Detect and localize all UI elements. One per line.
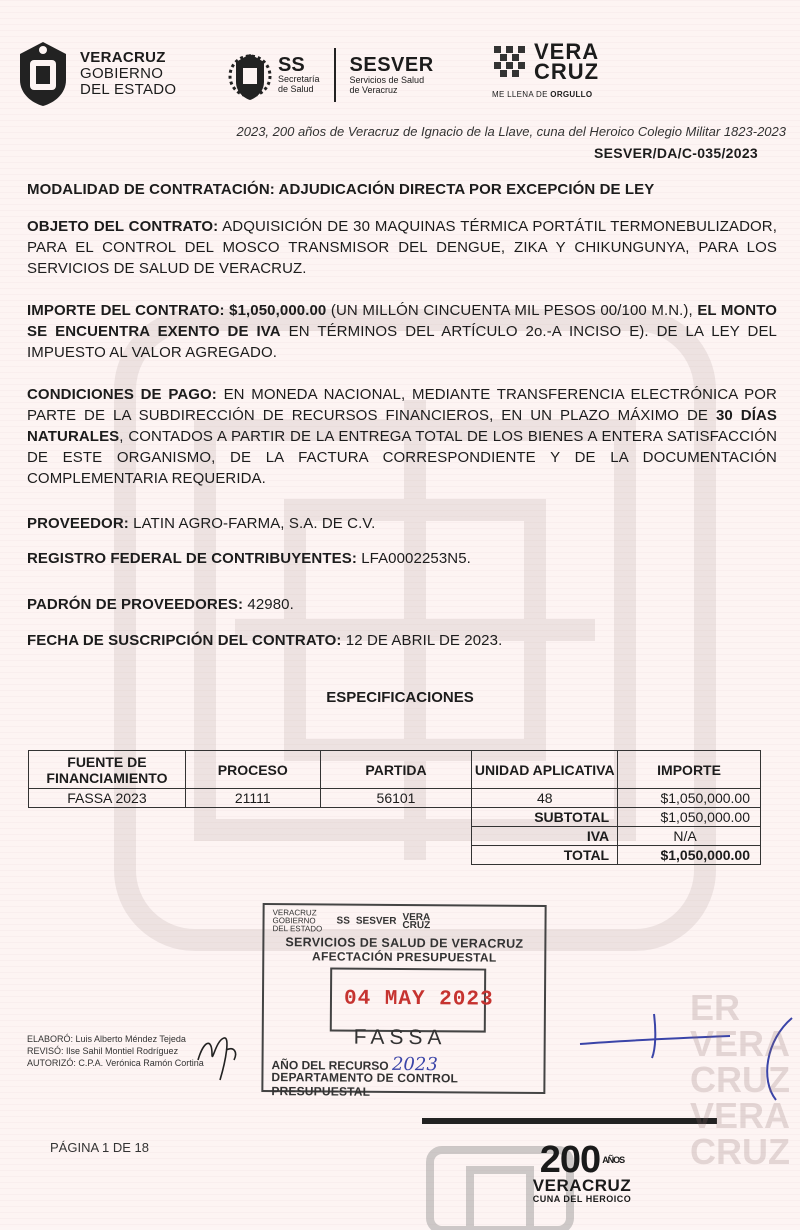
ss-sub2: de Salud bbox=[278, 84, 314, 94]
fecha-label: FECHA DE SUSCRIPCIÓN DEL CONTRATO: bbox=[27, 632, 342, 649]
importe-exento: EL MONTO SE ENCUENTRA EXENTO DE IVA bbox=[27, 302, 777, 340]
ss-sub1: Secretaría bbox=[278, 74, 320, 84]
stamp-logo-veracruz: VERA CRUZ bbox=[402, 911, 431, 932]
condiciones-label: CONDICIONES DE PAGO: bbox=[27, 386, 217, 403]
gobierno-logo bbox=[14, 40, 176, 108]
iva-row bbox=[29, 827, 761, 846]
cell-importe: $1,050,000.00 bbox=[618, 789, 761, 808]
header-proceso: PROCESO bbox=[185, 751, 320, 789]
side-watermark: ER VERA CRUZ VERA CRUZ bbox=[690, 990, 791, 1172]
condiciones-text1: EN MONEDA NACIONAL, MEDIANTE TRANSFERENCIA ELECTRÓNICA POR PARTE DE LA SUBDIRECCIÓN DE RECURSOS FINANCIEROS, EN UN PLAZO MÁXIMO DE bbox=[27, 386, 777, 424]
subtotal-value: $1,050,000.00 bbox=[618, 808, 761, 827]
table-row bbox=[29, 789, 761, 808]
veracruz-word-1: VERA bbox=[534, 39, 600, 64]
table-header-row bbox=[29, 751, 761, 789]
cell-unidad: 48 bbox=[472, 789, 618, 808]
padron-value: 42980. bbox=[243, 596, 294, 613]
modalidad-text: MODALIDAD DE CONTRATACIÓN: ADJUDICACIÓN DIRECTA POR EXCEPCIÓN DE LEY bbox=[27, 181, 655, 198]
cell-fuente: FASSA 2023 bbox=[29, 789, 186, 808]
iva-value: N/A bbox=[618, 827, 761, 846]
specifications-table bbox=[28, 750, 761, 865]
tagline-normal: ME LLENA DE bbox=[492, 90, 551, 99]
subtotal-label: SUBTOTAL bbox=[472, 808, 618, 827]
elaboro-line: ELABORÓ: Luis Alberto Méndez Tejeda bbox=[27, 1034, 186, 1044]
header-importe: IMPORTE bbox=[618, 751, 761, 789]
rfc-label: REGISTRO FEDERAL DE CONTRIBUYENTES: bbox=[27, 550, 357, 567]
footer-bar bbox=[422, 1118, 717, 1124]
iva-label: IVA bbox=[472, 827, 618, 846]
specifications-title: ESPECIFICACIONES bbox=[326, 689, 474, 706]
rfc-value: LFA0002253N5. bbox=[356, 550, 471, 567]
proveedor-value: LATIN AGRO-FARMA, S.A. DE C.V. bbox=[128, 515, 376, 532]
cell-proceso: 21111 bbox=[185, 789, 320, 808]
ss-sesver-logo bbox=[228, 46, 434, 104]
gobierno-line1: VERACRUZ bbox=[80, 49, 166, 66]
stamp-logos bbox=[264, 905, 544, 935]
stamp-depto: DEPARTAMENTO DE CONTROL PRESUPUESTAL bbox=[271, 1070, 458, 1099]
subtotal-row bbox=[29, 808, 761, 827]
logo-tagline: CUNA DEL HEROICO bbox=[532, 1194, 632, 1204]
total-value: $1,050,000.00 bbox=[618, 846, 761, 865]
stamp-line1: SERVICIOS DE SALUD DE VERACRUZ bbox=[285, 935, 524, 951]
logo-number: 200 bbox=[539, 1139, 601, 1181]
logo-veracruz: VERACRUZ bbox=[532, 1176, 632, 1195]
veracruz-word-2: CRUZ bbox=[534, 59, 600, 84]
stamp-logo-gobierno: VERACRUZ GOBIERNO DEL ESTADO bbox=[272, 908, 323, 934]
header-partida: PARTIDA bbox=[320, 751, 472, 789]
veracruz-crest-icon bbox=[14, 40, 72, 108]
objeto-text: ADQUISICIÓN DE 30 MAQUINAS TÉRMICA PORTÁTIL TERMONEBULIZADOR, PARA EL CONTROL DEL MOSCO TRANSMISOR DEL DENGUE, ZIKA Y CHIKUNGUNYA, PARA LOS SERVICIOS DE SALUD DE VERACRUZ. bbox=[27, 218, 777, 277]
padron-label: PADRÓN DE PROVEEDORES: bbox=[27, 596, 244, 613]
ss-crest-icon bbox=[228, 46, 272, 104]
total-row bbox=[29, 846, 761, 865]
tagline-bold: ORGULLO bbox=[550, 90, 593, 99]
proveedor-label: PROVEEDOR: bbox=[27, 515, 129, 532]
veracruz-pattern-icon bbox=[492, 44, 528, 80]
signature-block bbox=[27, 1033, 204, 1069]
importe-text1: (UN MILLÓN CINCUENTA MIL PESOS 00/100 M.N.), bbox=[326, 302, 698, 319]
cell-partida: 56101 bbox=[320, 789, 472, 808]
anniversary-motto: 2023, 200 años de Veracruz de Ignacio de la Llave, cuna del Heroico Colegio Militar 1823-2023 bbox=[236, 124, 786, 139]
reviso-line: REVISÓ: Ilse Sahil Montiel Rodríguez bbox=[27, 1046, 179, 1056]
sesver-sub1: Servicios de Salud bbox=[349, 75, 425, 85]
objeto-paragraph bbox=[27, 216, 777, 279]
budget-stamp bbox=[261, 903, 546, 1099]
stamp-line2: AFECTACIÓN PRESUPUESTAL bbox=[312, 949, 497, 965]
importe-label: IMPORTE DEL CONTRATO: $1,050,000.00 bbox=[27, 302, 327, 319]
header-fuente: FUENTE DE FINANCIAMIENTO bbox=[29, 751, 186, 789]
sesver-title: SESVER bbox=[349, 54, 434, 76]
gobierno-line2: GOBIERNO bbox=[80, 65, 164, 82]
condiciones-plazo: 30 DÍAS NATURALES bbox=[27, 407, 777, 445]
gobierno-line3: DEL ESTADO bbox=[80, 81, 177, 98]
condiciones-text2: , CONTADOS A PARTIR DE LA ENTREGA TOTAL DE LOS BIENES A ENTERA SATISFACCIÓN DE ESTE ORGANISMO, DE LA FACTURA CORRESPONDIENTE Y DE LA DOCUMENTACIÓN COMPLEMENTARIA REQUERIDA. bbox=[27, 428, 777, 487]
stamp-anio-label: AÑO DEL RECURSO bbox=[271, 1058, 389, 1073]
stamp-logo-ss: SS bbox=[336, 915, 350, 927]
stamp-anio-value: 2023 bbox=[391, 1053, 438, 1076]
stamp-logo-sesver: SESVER bbox=[355, 915, 397, 927]
proveedor-line bbox=[27, 513, 777, 534]
200-anos-logo bbox=[522, 1139, 642, 1204]
page-number: PÁGINA 1 DE 18 bbox=[50, 1140, 149, 1155]
importe-text2: EN TÉRMINOS DEL ARTÍCULO 2o.-A INCISO E). DE LA LEY DEL IMPUESTO AL VALOR AGREGADO. bbox=[27, 323, 777, 361]
ss-title: SS bbox=[278, 54, 305, 76]
rfc-line bbox=[27, 548, 777, 569]
stamp-fassa: FASSA bbox=[353, 1025, 447, 1050]
autorizo-line: AUTORIZÓ: C.P.A. Verónica Ramón Cortina bbox=[27, 1058, 204, 1068]
stamp-date: 04 MAY 2023 bbox=[343, 987, 494, 1012]
header-unidad: UNIDAD APLICATIVA bbox=[472, 751, 618, 789]
contract-reference: SESVER/DA/C-035/2023 bbox=[594, 145, 758, 161]
sesver-sub2: de Veracruz bbox=[349, 85, 398, 95]
veracruz-tagline bbox=[492, 90, 599, 99]
condiciones-paragraph bbox=[27, 384, 777, 489]
padron-line bbox=[27, 594, 777, 615]
modalidad-line bbox=[27, 179, 777, 200]
fecha-line bbox=[27, 630, 777, 651]
logo-anos: AÑOS bbox=[602, 1155, 625, 1165]
fecha-value: 12 DE ABRIL DE 2023. bbox=[341, 632, 503, 649]
veracruz-brand-logo bbox=[492, 39, 600, 99]
importe-paragraph bbox=[27, 300, 777, 363]
header-divider bbox=[334, 48, 336, 102]
total-label: TOTAL bbox=[472, 846, 618, 865]
objeto-label: OBJETO DEL CONTRATO: bbox=[27, 218, 219, 235]
